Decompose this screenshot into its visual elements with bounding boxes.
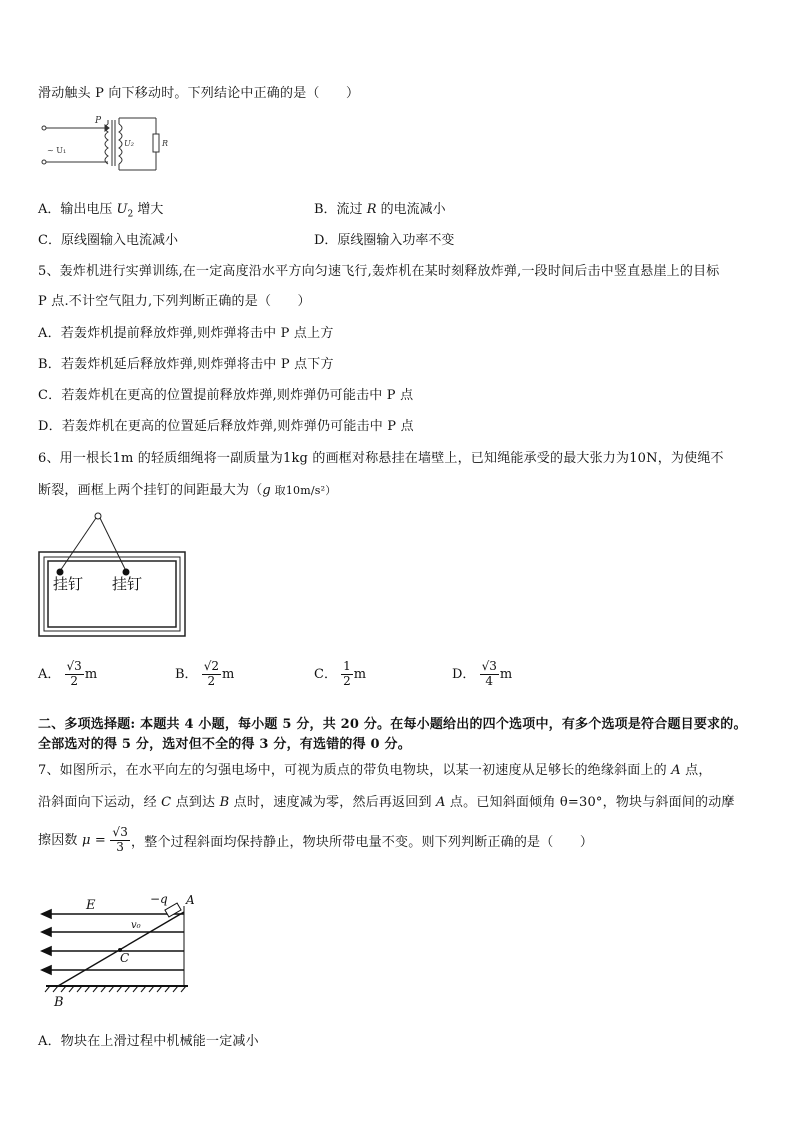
q4-option-c: C．原线圈输入电流减小	[38, 233, 178, 248]
q6-option-a-unit: m	[84, 666, 98, 682]
q7-mu-den: 3	[116, 839, 125, 854]
label-c: C	[120, 951, 130, 965]
q5-option-a: A．若轰炸机提前释放炸弹,则炸弹将击中 P 点上方	[38, 326, 334, 341]
q6-option-c-den: 2	[343, 673, 351, 688]
q5-option-b: B．若轰炸机延后释放炸弹,则炸弹将击中 P 点下方	[38, 357, 334, 372]
q6-stem-line1: 6、用一根长1m 的轻质细绳将一副质量为1kg 的画框对称悬挂在墙壁上，已知绳能承受的最大张力为10N，为使绳不	[38, 451, 724, 466]
label-r: R	[162, 139, 169, 148]
q7-stem-line1-suffix: 点，	[680, 763, 712, 778]
q4-option-a-suffix: 增大	[133, 202, 164, 217]
q6-option-d-unit: m	[499, 666, 513, 682]
q5-option-c: C．若轰炸机在更高的位置提前释放炸弹,则炸弹仍可能击中 P 点	[38, 388, 414, 403]
q5-option-d: D．若轰炸机在更高的位置延后释放炸弹,则炸弹仍可能击中 P 点	[38, 419, 414, 434]
q6-option-a-den: 2	[70, 673, 78, 688]
q4-stem-tail: 滑动触头 P 向下移动时。下列结论中正确的是（ ）	[38, 86, 360, 101]
q6-option-d-letter: D．	[452, 666, 476, 682]
q6-option-b	[175, 660, 234, 689]
q4-option-a-prefix: A．输出电压	[38, 202, 117, 217]
q4-option-b-prefix: B．流过	[314, 202, 367, 217]
q7-stem-line2	[38, 791, 735, 810]
q6-option-a-letter: A．	[38, 666, 61, 682]
incline-electric-field-figure	[38, 888, 208, 1010]
q6-option-c-unit: m	[353, 666, 367, 682]
label-u2: U₂	[124, 139, 134, 148]
q6-option-b-unit: m	[221, 666, 235, 682]
q6-option-c-letter: C．	[314, 666, 337, 682]
label-p: P	[95, 116, 102, 126]
q4-option-d: D．原线圈输入功率不变	[314, 233, 455, 248]
q7-stem-line2-suffix: 点。已知斜面倾角 θ=30°，物块与斜面间的动摩	[445, 795, 735, 810]
label-u1: ~ U₁	[47, 146, 67, 155]
q4-option-a	[38, 198, 163, 220]
q7-option-a: A．物块在上滑过程中机械能一定减小	[38, 1034, 259, 1049]
q7-mu-symbol: μ =	[81, 832, 107, 848]
q4-option-b-suffix: 的电流减小	[376, 202, 446, 217]
q7-stem-line2-b: B	[219, 795, 230, 810]
q7-stem-line2-a: A	[436, 795, 446, 810]
picture-frame-figure	[38, 510, 188, 640]
q6-option-a	[38, 660, 97, 689]
nail-right-label: 挂钉	[112, 575, 143, 593]
q6-option-d	[452, 660, 512, 689]
label-b: B	[54, 995, 64, 1010]
q7-stem-line3-prefix: 擦因数	[38, 832, 82, 848]
q7-stem-line2-mid2: 点时，速度减为零，然后再返回到	[229, 795, 436, 810]
q6-option-b-num: √2	[203, 659, 219, 673]
q7-mu-num: √3	[112, 825, 129, 839]
q6-option-d-num: √3	[481, 659, 497, 673]
q6-option-a-num: √3	[66, 659, 82, 673]
section2-header-line1: 二、多项选择题: 本题共 4 小题，每小题 5 分，共 20 分。在每小题给出的四个选项中，有多个选项是符合题目要求的。	[38, 717, 747, 732]
transformer-circuit-figure	[38, 112, 178, 174]
q7-stem-line3	[38, 826, 593, 855]
q5-stem-line1: 5、轰炸机进行实弹训练,在一定高度沿水平方向匀速飞行,轰炸机在某时刻释放炸弹,一段时间后击中竖直悬崖上的目标	[38, 264, 720, 279]
q6-option-c	[314, 660, 366, 689]
q4-option-a-sub: 2	[127, 209, 134, 220]
q5-stem-line2: P 点.不计空气阻力,下列判断正确的是（ ）	[38, 294, 311, 309]
q4-option-b-var: R	[366, 202, 377, 217]
q7-stem-line1-a: A	[671, 763, 681, 778]
q6-option-b-letter: B．	[175, 666, 198, 682]
q6-stem-line2-g: g	[262, 483, 271, 498]
nail-left-label: 挂钉	[53, 575, 84, 593]
section2-header-line2: 全部选对的得 5 分，选对但不全的得 3 分，有选错的得 0 分。	[38, 737, 411, 752]
q6-option-c-num: 1	[343, 659, 351, 673]
label-a: A	[186, 893, 195, 907]
q7-stem-line2-mid: 点到达	[171, 795, 220, 810]
label-q: −q	[150, 892, 168, 906]
q7-stem-line1-prefix: 7、如图所示，在水平向左的匀强电场中，可视为质点的带负电物块，以某一初速度从足够长的绝缘斜面上的	[38, 763, 672, 778]
q7-stem-line2-c: C	[161, 795, 172, 810]
label-v0: v₀	[131, 920, 141, 931]
q6-stem-line2-prefix: 断裂，画框上两个挂钉的间距最大为（	[38, 483, 263, 498]
q4-option-b	[314, 198, 446, 217]
q7-stem-line2-prefix: 沿斜面向下运动，经	[38, 795, 162, 810]
q6-option-b-den: 2	[207, 673, 216, 688]
q6-option-d-den: 4	[485, 673, 494, 688]
q6-stem-line2	[38, 479, 336, 498]
label-e: E	[86, 898, 96, 913]
q7-stem-line3-suffix: ，整个过程斜面均保持静止，物块所带电量不变。则下列判断正确的是（ ）	[131, 834, 594, 850]
q4-option-a-var: U	[116, 202, 128, 217]
q6-stem-line2-suffix: 取10m/s²）	[270, 484, 337, 497]
q7-stem-line1	[38, 759, 712, 778]
